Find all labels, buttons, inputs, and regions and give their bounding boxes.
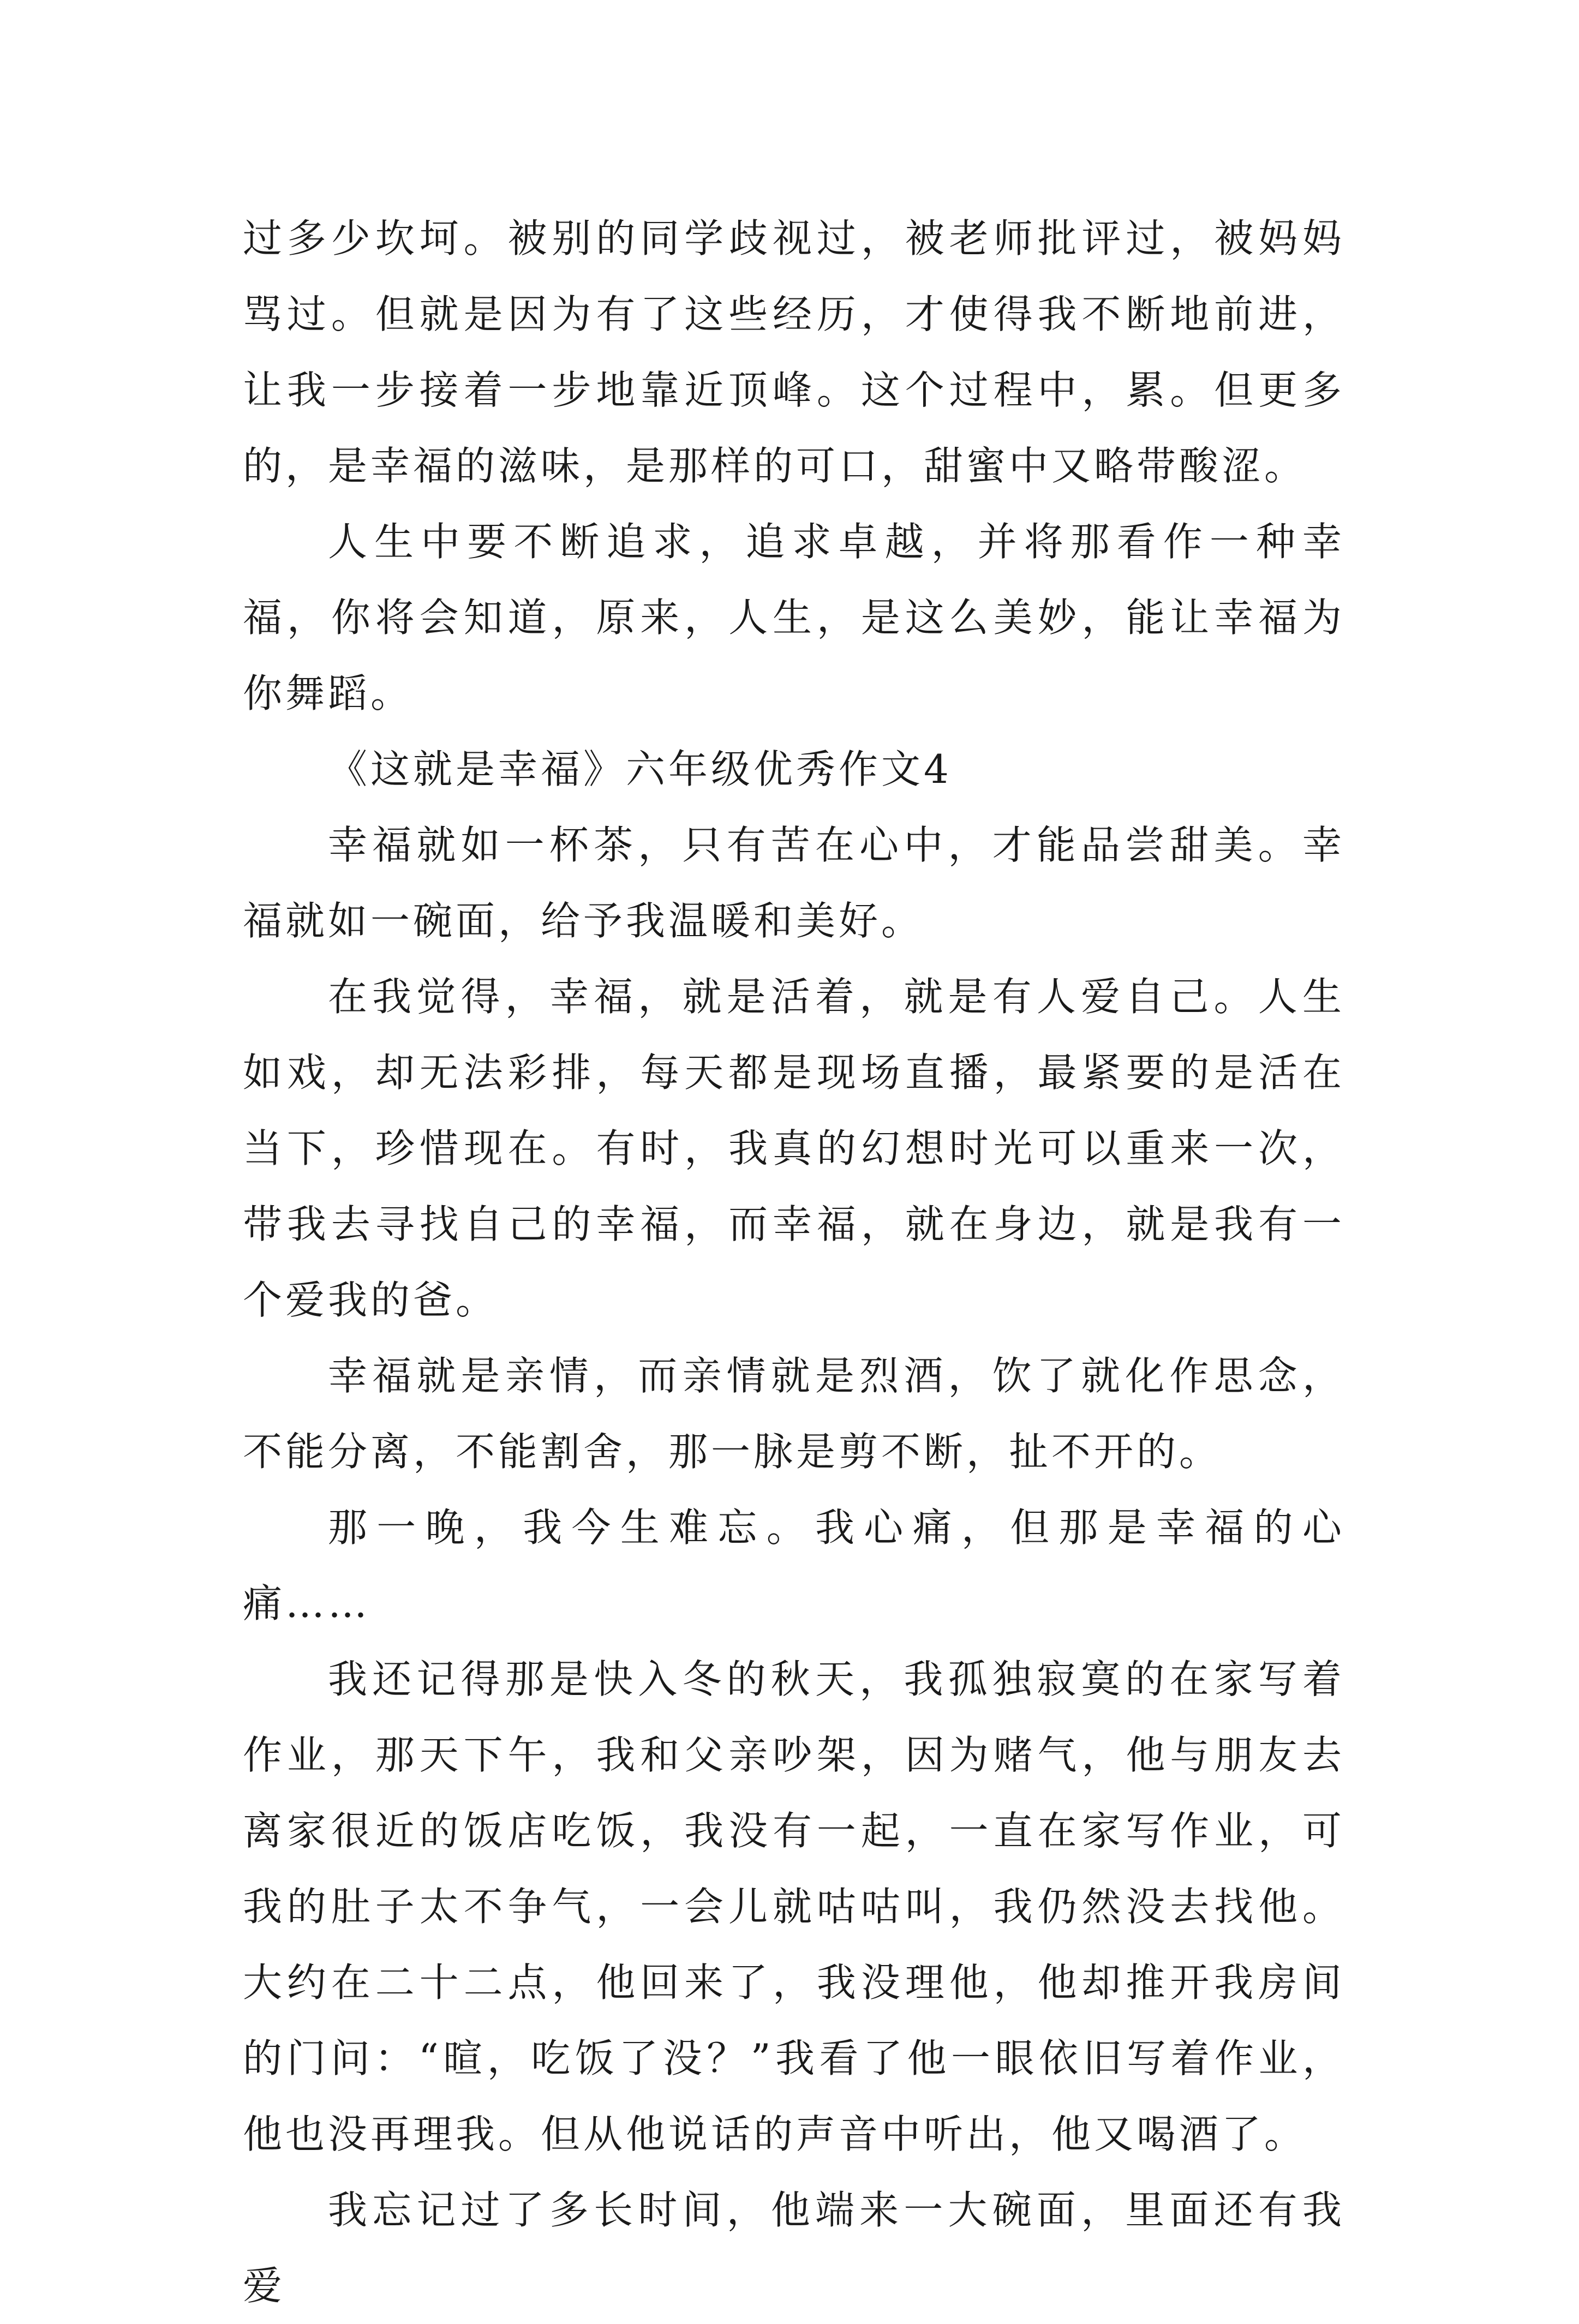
document-body	[243, 201, 1345, 2324]
paragraph: 我还记得那是快入冬的秋天，我孤独寂寞的在家写着作业，那天下午，我和父亲吵架，因为赌气，他与朋友去离家很近的饭店吃饭，我没有一起，一直在家写作业，可我的肚子太不争气，一会儿就咕咕叫，我仍然没去找他。大约在二十二点，他回来了，我没理他，他却推开我房间的门问：“暄，吃饭了没？”我看了他一眼依旧写着作业，他也没再理我。但从他说话的声音中听出，他又喝酒了。	[243, 1656, 1345, 2157]
paragraph: 幸福就如一杯茶，只有苦在心中，才能品尝甜美。幸福就如一碗面，给予我温暖和美好。	[243, 822, 1345, 944]
essay-title: 《这就是幸福》六年级优秀作文4	[328, 746, 952, 792]
paragraph: 那一晚，我今生难忘。我心痛，但那是幸福的心痛……	[243, 1505, 1345, 1626]
paragraph: 我忘记过了多长时间，他端来一大碗面，里面还有我爱	[243, 2187, 1345, 2309]
paragraph: 过多少坎坷。被别的同学歧视过，被老师批评过，被妈妈骂过。但就是因为有了这些经历，才使得我不断地前进，让我一步接着一步地靠近顶峰。这个过程中，累。但更多的，是幸福的滋味，是那样的可口，甜蜜中又略带酸涩。	[243, 215, 1345, 489]
paragraph: 在我觉得，幸福，就是活着，就是有人爱自己。人生如戏，却无法彩排，每天都是现场直播，最紧要的是活在当下，珍惜现在。有时，我真的幻想时光可以重来一次，带我去寻找自己的幸福，而幸福，就在身边，就是我有一个爱我的爸。	[243, 974, 1345, 1323]
paragraph: 人生中要不断追求，追求卓越，并将那看作一种幸福，你将会知道，原来，人生，是这么美妙，能让幸福为你舞蹈。	[243, 519, 1345, 716]
paragraph: 幸福就是亲情，而亲情就是烈酒，饮了就化作思念，不能分离，不能割舍，那一脉是剪不断，扯不开的。	[243, 1353, 1345, 1475]
